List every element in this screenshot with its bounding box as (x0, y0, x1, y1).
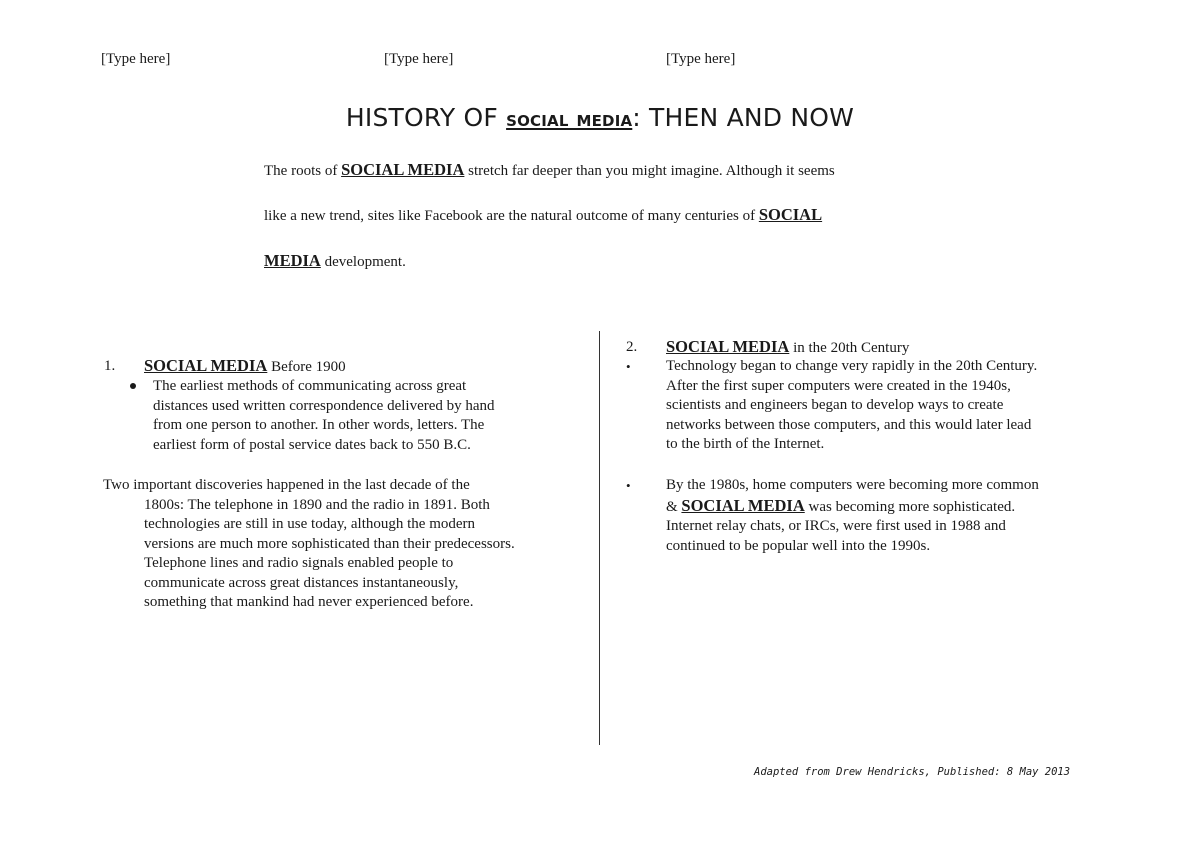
intro-text: development. (320, 254, 406, 270)
page-title (0, 103, 1200, 132)
section2-bullet-line: scientists and engineers began to develop ways to create (666, 397, 1004, 413)
source-credit: Adapted from Drew Hendricks, Published: 8 May 2013 (754, 766, 1071, 778)
section1-paragraph-line: versions are much more sophisticated than their predecessors. (144, 535, 515, 552)
section1-paragraph-line: Two important discoveries happened in the last decade of the (103, 477, 470, 493)
section1-bullet-line: from one person to another. In other words, letters. The (153, 417, 485, 433)
social-media-highlight: MEDIA (264, 251, 321, 270)
section1-number: 1. (104, 358, 116, 374)
section1-heading (144, 356, 346, 378)
intro-line-1 (264, 160, 835, 180)
title-highlight: social media (506, 107, 633, 132)
header-left[interactable]: [Type here] (101, 51, 171, 67)
intro-text: The roots of (264, 163, 342, 179)
section2-bullet-line: After the first super computers were created in the 1940s, (666, 377, 1011, 394)
intro-line-3 (264, 251, 406, 271)
header-right[interactable]: [Type here] (666, 51, 736, 67)
section2-bullet-line: By the 1980s, home computers were becoming more common (666, 477, 1039, 493)
intro-text: like a new trend, sites like Facebook are the natural outcome of many centuries of (264, 208, 759, 224)
social-media-highlight: SOCIAL MEDIA (681, 495, 805, 515)
section1-bullet-line: The earliest methods of communicating across great (153, 378, 467, 394)
section2-bullet-line: Internet relay chats, or IRCs, were first used in 1988 and (666, 518, 1006, 534)
section2-bullet-1 (666, 357, 1037, 455)
section1-paragraph-line: technologies are still in use today, although the modern (144, 516, 476, 532)
section2-number: 2. (626, 339, 638, 355)
bullet-icon: • (626, 359, 631, 374)
section2-heading (666, 337, 909, 359)
section2-bullet-2 (666, 476, 1039, 556)
section1-bullet-line: earliest form of postal service dates back to 550 B.C. (153, 436, 471, 453)
section1-paragraph (103, 476, 515, 613)
section1-paragraph-line: 1800s: The telephone in 1890 and the radio in 1891. Both (144, 496, 490, 513)
title-part2: : THEN AND NOW (632, 103, 855, 132)
section2-bullet-line (666, 496, 1039, 518)
section1-paragraph-line: communicate across great distances instantaneously, (144, 574, 459, 591)
intro-text: stretch far deeper than you might imagine. Although it seems (464, 163, 835, 179)
bullet-icon: • (626, 478, 631, 493)
intro-line-2 (264, 205, 822, 225)
section2-bullet-line: continued to be popular well into the 1990s. (666, 537, 931, 554)
section1-paragraph-line: Telephone lines and radio signals enabled people to (144, 555, 454, 571)
social-media-highlight: SOCIAL MEDIA (341, 160, 465, 179)
section2-bullet-line: networks between those computers, and this would later lead (666, 416, 1032, 433)
section2-bullet-line: to the birth of the Internet. (666, 436, 825, 452)
header-center[interactable]: [Type here] (384, 51, 454, 67)
social-media-highlight: SOCIAL MEDIA (144, 356, 268, 375)
column-divider (599, 331, 600, 745)
section1-bullet-line: distances used written correspondence delivered by hand (153, 397, 495, 414)
social-media-highlight: SOCIAL MEDIA (666, 337, 790, 356)
section1-bullet (153, 377, 495, 455)
section1-heading-text: Before 1900 (267, 359, 346, 375)
section1-paragraph-line: something that mankind had never experienced before. (144, 594, 474, 610)
section2-bullet-text: was becoming more sophisticated. (804, 498, 1016, 515)
social-media-highlight: SOCIAL (758, 205, 823, 224)
title-part1: HISTORY OF (345, 103, 507, 132)
bullet-dot-icon (130, 383, 136, 389)
ampersand-text: & (666, 498, 682, 515)
section2-bullet-line: Technology began to change very rapidly in the 20th Century. (666, 358, 1038, 374)
section2-heading-text: in the 20th Century (789, 340, 910, 356)
